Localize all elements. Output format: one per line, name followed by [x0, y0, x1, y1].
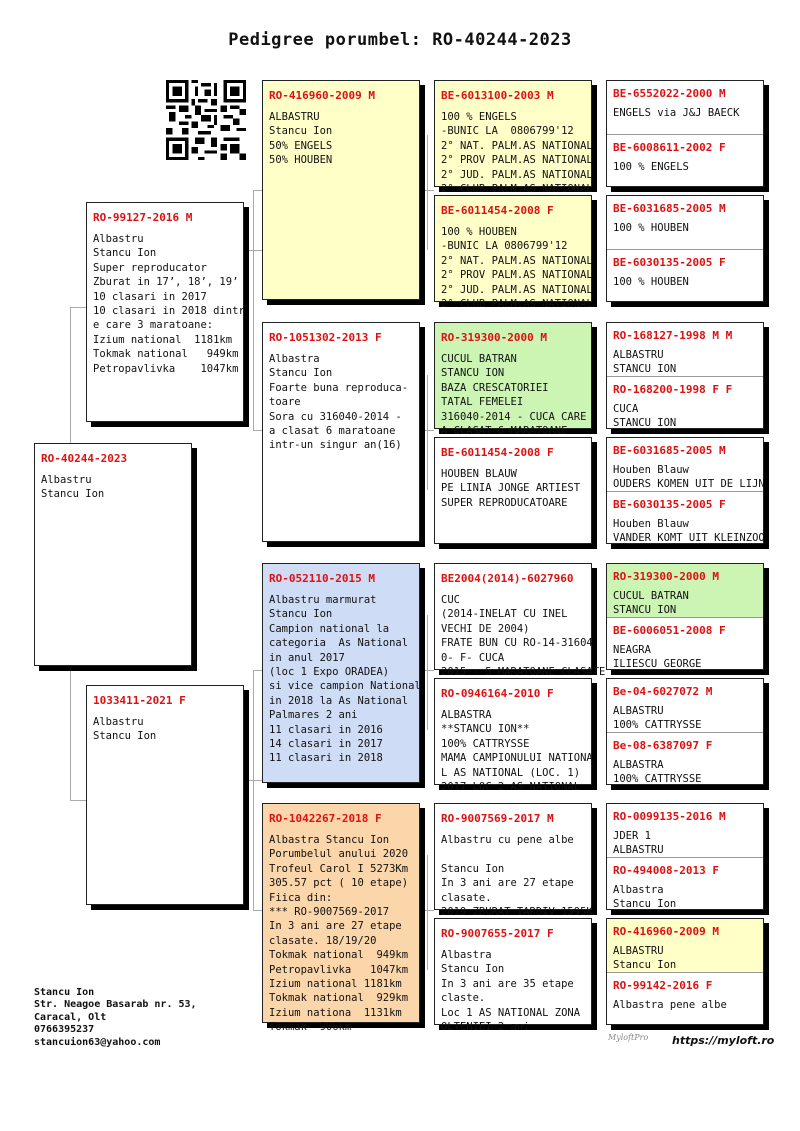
pigeon-ring-id: RO-319300-2000 M [613, 570, 719, 583]
pigeon-pair-card [606, 803, 764, 910]
pigeon-pair-card [606, 322, 764, 429]
pigeon-ring-id: BE-6552022-2000 M [613, 87, 726, 100]
pigeon-ring-id: BE-6013100-2003 M [441, 89, 554, 102]
pigeon-pair-card [606, 678, 764, 785]
pigeon-ring-id: Be-04-6027072 M [613, 685, 713, 698]
pigeon-card-sire [86, 202, 244, 422]
pigeon-ring-id: RO-99127-2016 M [93, 211, 193, 224]
pigeon-description: ALBASTRA **STANCU ION** 100% CATTRYSSE MAMA CAMPIONULUI NATIONA L AS NATIONAL (LOC. 1) 2017 LOC 2 AS NATIONAL [441, 709, 593, 794]
pigeon-description: ALBASTRA 100% CATTRYSSE [613, 759, 702, 786]
page-title: Pedigree porumbel: RO-40244-2023 [228, 30, 572, 50]
pigeon-ring-id: RO-9007655-2017 F [441, 927, 554, 940]
pigeon-ring-id: RO-416960-2009 M [269, 89, 375, 102]
pigeon-description: JDER 1 ALBASTRU [613, 830, 664, 857]
pigeon-card-great-grandparent [434, 563, 606, 679]
pigeon-description: 100 % ENGELS -BUNIC LA 0806799'12 2° NAT. PALM.AS NATIONAL 2° PROV PALM.AS NATIONAL 2° JUD. PALM.AS NATIONAL 2° CLUB PALM.AS NATIONAL [441, 111, 593, 196]
pigeon-ring-id: BE-6030135-2005 F [613, 256, 726, 269]
pigeon-ring-id: RO-494008-2013 F [613, 864, 719, 877]
pigeon-description: Albastra Stancu Ion In 3 ani are 35 etape claste. Loc 1 AS NATIONAL ZONA OLTENIEI 2 ani [441, 949, 581, 1034]
pigeon-description: CUCUL BATRAN STANCU ION [613, 590, 689, 617]
pigeon-description: Albastru marmurat Stancu Ion Campion national la categoria As National in anul 2017 (loc 1 Expo ORADEA) si vice campion National in 2018 la As National Palmares 2 ani 11 clasari in 2016 14 clasari in 2017 11 clasari in 2018 [269, 594, 421, 765]
pigeon-description: ALBASTRU STANCU ION [613, 349, 677, 376]
pigeon-description: ENGELS via J&J BAECK [613, 107, 740, 119]
website-link[interactable]: https://myloft.ro [672, 1034, 775, 1047]
pigeon-description: Albastru cu pene albe Stancu Ion In 3 ani are 27 etape clasate. 2019 ZBURAT TARDIV 1595K [441, 834, 593, 919]
pigeon-card-great-grandparent [434, 195, 593, 311]
pigeon-description: ALBASTRU Stancu Ion [613, 945, 677, 972]
pigeon-card-great-grandparent [434, 803, 593, 919]
pigeon-card-great-grandparent [434, 918, 592, 1034]
pigeon-description: Houben Blauw VANDER KOMT UIT KLEINZOO [613, 518, 765, 545]
pigeon-ring-id: RO-416960-2009 M [613, 925, 719, 938]
pigeon-ring-id: 1033411-2021 F [93, 694, 186, 707]
pigeon-description: Albastra pene albe [613, 999, 727, 1011]
pigeon-card-grandparent [262, 322, 420, 542]
pigeon-ring-id: Be-08-6387097 F [613, 739, 713, 752]
pigeon-card-grandparent [262, 80, 420, 300]
pigeon-description: NEAGRA ILIESCU GEORGE [613, 644, 702, 671]
pigeon-pair-card [606, 195, 764, 302]
qr-code [166, 80, 246, 160]
pigeon-card-subject [34, 443, 192, 666]
pigeon-pair-card [606, 80, 764, 187]
pigeon-ring-id: BE-6031685-2005 M [613, 202, 726, 215]
pigeon-ring-id: BE-6011454-2008 F [441, 204, 554, 217]
pigeon-card-great-grandparent [434, 322, 592, 438]
pigeon-description: CUCUL BATRAN STANCU ION BAZA CRESCATORIEI TATAL FEMELEI 316040-2014 - CUCA CARE A CLASAT 6 MARATOANE [441, 353, 587, 438]
pigeon-description: Albastru Stancu Ion Super reproducator Zburat in 17’, 18’, 19’ 10 clasari in 2017 10 clasari in 2018 dintr e care 3 maratoane: Izium national 1181km Tokmak national 949km Petropavlivka 1047km [93, 233, 245, 375]
pigeon-description: Albastru Stancu Ion [93, 716, 157, 743]
pigeon-ring-id: RO-0099135-2016 M [613, 810, 726, 823]
pigeon-ring-id: RO-99142-2016 F [613, 979, 713, 992]
pigeon-ring-id: RO-1051302-2013 F [269, 331, 382, 344]
pigeon-description: Houben Blauw OUDERS KOMEN UIT DE LIJN [613, 464, 765, 491]
pigeon-description: Albastra Stancu Ion [613, 884, 677, 911]
pigeon-card-dam [86, 685, 244, 905]
pigeon-description: CUCA STANCU ION [613, 403, 677, 430]
pigeon-description: Albastra Stancu Ion Foarte buna reproduca- toare Sora cu 316040-2014 - a clasat 6 maratoane intr-un singur an(16) [269, 353, 409, 452]
pigeon-ring-id: RO-168200-1998 F F [613, 383, 733, 396]
pigeon-ring-id: BE-6008611-2002 F [613, 141, 726, 154]
pigeon-description: CUC (2014-INELAT CU INEL VECHI DE 2004) FRATE BUN CU RO-14-31604 0- F- CUCA 2015 - 5 MARATOANE CLASATE [441, 594, 606, 679]
pigeon-pair-card [606, 918, 764, 1025]
pigeon-card-great-grandparent [434, 437, 592, 544]
pigeon-description: 100 % HOUBEN [613, 276, 689, 288]
pigeon-pair-card [606, 437, 764, 544]
pigeon-description: ALBASTRU 100% CATTRYSSE [613, 705, 702, 732]
pigeon-ring-id: BE-6030135-2005 F [613, 498, 726, 511]
pigeon-ring-id: RO-1042267-2018 F [269, 812, 382, 825]
myloft-logo: MyloftPro [608, 1033, 649, 1042]
pigeon-ring-id: BE-6011454-2008 F [441, 446, 554, 459]
pigeon-description: ALBASTRU Stancu Ion 50% ENGELS 50% HOUBEN [269, 111, 333, 167]
pigeon-ring-id: RO-168127-1998 M M [613, 329, 733, 342]
pigeon-description: HOUBEN BLAUW PE LINIA JONGE ARTIEST SUPER REPRODUCATOARE [441, 468, 581, 509]
pigeon-card-great-grandparent [434, 80, 593, 196]
pigeon-ring-id: BE-6006051-2008 F [613, 624, 726, 637]
pigeon-card-grandparent [262, 803, 420, 1034]
pigeon-ring-id: RO-9007569-2017 M [441, 812, 554, 825]
pigeon-card-grandparent [262, 563, 420, 783]
pigeon-description: 100 % HOUBEN -BUNIC LA 0806799'12 2° NAT. PALM.AS NATIONAL 2° PROV PALM.AS NATIONAL 2° JUD. PALM.AS NATIONAL 2° CLUB PALM.AS NATIONAL [441, 226, 593, 311]
pigeon-ring-id: RO-052110-2015 M [269, 572, 375, 585]
pigeon-ring-id: BE-6031685-2005 M [613, 444, 726, 457]
pigeon-description: Albastru Stancu Ion [41, 474, 105, 501]
pigeon-pair-card [606, 563, 764, 670]
pigeon-description: 100 % ENGELS [613, 161, 689, 173]
pigeon-ring-id: RO-40244-2023 [41, 452, 128, 465]
pigeon-ring-id: RO-319300-2000 M [441, 331, 547, 344]
pigeon-card-great-grandparent [434, 678, 593, 794]
pigeon-ring-id: BE2004(2014)-6027960 [441, 572, 574, 585]
pigeon-description: Albastra Stancu Ion Porumbelul anului 2020 Trofeul Carol I 5273Km 305.57 pct ( 10 etape) Fiica din: *** RO-9007569-2017 In 3 ani are 27 etape clasate. 18/19/20 Tokmak national 949km Petropavlivka 1047km Izium national 1181km Tokmak national 929km Izium nationa 1131km Tokmak 906km [269, 834, 409, 1034]
pigeon-ring-id: RO-0946164-2010 F [441, 687, 554, 700]
owner-contact: Stancu Ion Str. Neagoe Basarab nr. 53, Caracal, Olt 0766395237 stancuion63@yahoo.com [34, 987, 197, 1048]
pigeon-description: 100 % HOUBEN [613, 222, 689, 234]
